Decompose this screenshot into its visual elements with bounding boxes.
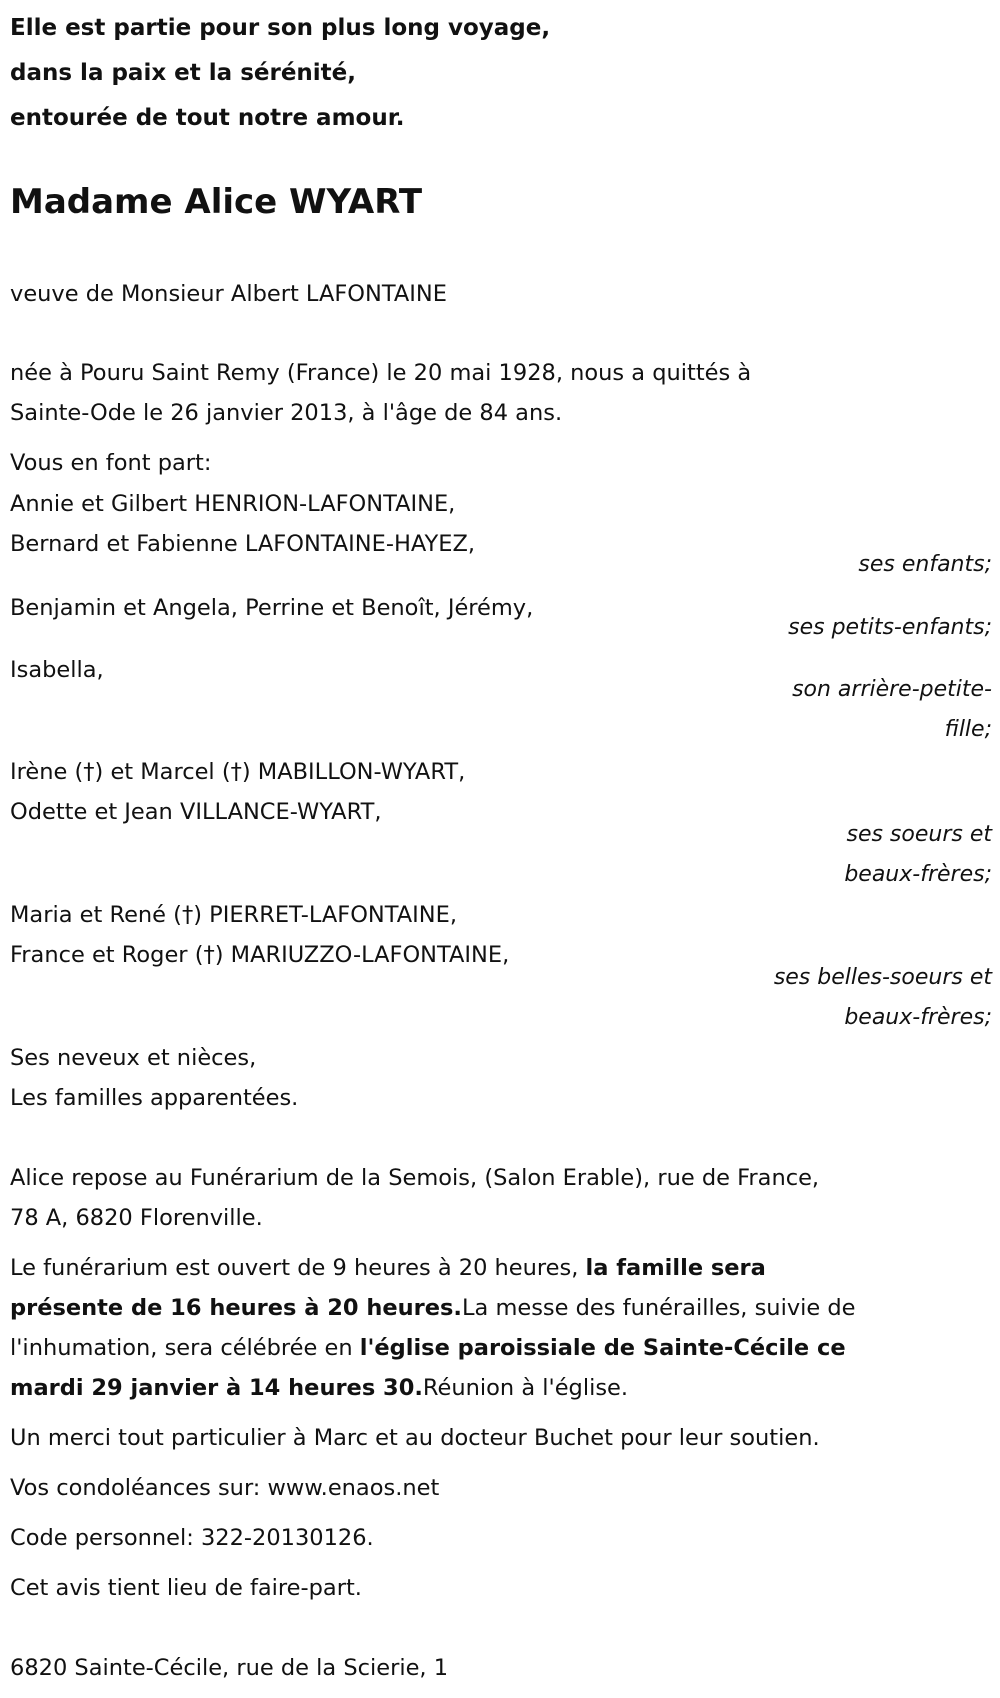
- family-name: Maria et René (†) PIERRET-LAFONTAINE,: [10, 902, 457, 928]
- address-line: 6820 Sainte-Cécile, rue de la Scierie, 1: [10, 1655, 449, 1681]
- birth-line: née à Pouru Saint Remy (France) le 20 mai 1928, nous a quittés à: [10, 360, 752, 386]
- intro-verse: [10, 6, 970, 141]
- funeral-text: La messe des funérailles, suivie de: [461, 1295, 856, 1321]
- funeral-text-bold: présente de 16 heures à 20 heures.: [10, 1295, 462, 1321]
- funeral-text: l'inhumation, sera célébrée en: [10, 1335, 360, 1361]
- relation-label: ses enfants;: [858, 552, 992, 577]
- widow-of: veuve de Monsieur Albert LAFONTAINE: [10, 281, 447, 307]
- funeral-line: [10, 1288, 970, 1328]
- relation-label: son arrière-petite-fille;: [792, 677, 992, 742]
- funeral-text: Réunion à l'église.: [422, 1375, 629, 1401]
- family-name: Les familles apparentées.: [10, 1085, 299, 1111]
- birth-line: Sainte-Ode le 26 janvier 2013, à l'âge de 84 ans.: [10, 400, 563, 426]
- funeral-line: [10, 1248, 970, 1288]
- intro-line: dans la paix et la sérénité,: [10, 60, 357, 86]
- relation-label: ses belles-soeurs et beaux-frères;: [773, 965, 992, 1030]
- family-name: Isabella,: [10, 657, 104, 683]
- intro-line: entourée de tout notre amour.: [10, 105, 405, 131]
- intro-line: Elle est partie pour son plus long voyage,: [10, 15, 551, 41]
- funeral-line: [10, 1328, 970, 1368]
- funeral-text: Le funérarium est ouvert de 9 heures à 20 heures,: [10, 1255, 586, 1281]
- condolences-line: Vos condoléances sur: www.enaos.net: [10, 1475, 440, 1501]
- relation-label: ses soeurs et beaux-frères;: [844, 822, 992, 887]
- family-name: Bernard et Fabienne LAFONTAINE-HAYEZ,: [10, 531, 476, 557]
- notice-line: Cet avis tient lieu de faire-part.: [10, 1575, 362, 1601]
- family-name: France et Roger (†) MARIUZZO-LAFONTAINE,: [10, 942, 510, 968]
- thanks-line: Un merci tout particulier à Marc et au docteur Buchet pour leur soutien.: [10, 1425, 820, 1451]
- rest-place: 78 A, 6820 Florenville.: [10, 1205, 263, 1231]
- funeral-text-bold: la famille sera: [585, 1255, 766, 1281]
- family-name: Ses neveux et nièces,: [10, 1045, 257, 1071]
- family-name: Irène (†) et Marcel (†) MABILLON-WYART,: [10, 759, 466, 785]
- funeral-line: [10, 1368, 970, 1408]
- family-name: Benjamin et Angela, Perrine et Benoît, Jérémy,: [10, 595, 534, 621]
- family-name: Odette et Jean VILLANCE-WYART,: [10, 799, 382, 825]
- deceased-name: Madame Alice WYART: [10, 182, 423, 222]
- funeral-text-bold: l'église paroissiale de Sainte-Cécile ce: [359, 1335, 846, 1361]
- announce-intro: Vous en font part:: [10, 450, 212, 476]
- relation-label: ses petits-enfants;: [788, 615, 992, 640]
- family-name: Annie et Gilbert HENRION-LAFONTAINE,: [10, 491, 456, 517]
- rest-place: Alice repose au Funérarium de la Semois, (Salon Erable), rue de France,: [10, 1165, 820, 1191]
- funeral-text-bold: mardi 29 janvier à 14 heures 30.: [10, 1375, 423, 1401]
- code-line: Code personnel: 322-20130126.: [10, 1525, 374, 1551]
